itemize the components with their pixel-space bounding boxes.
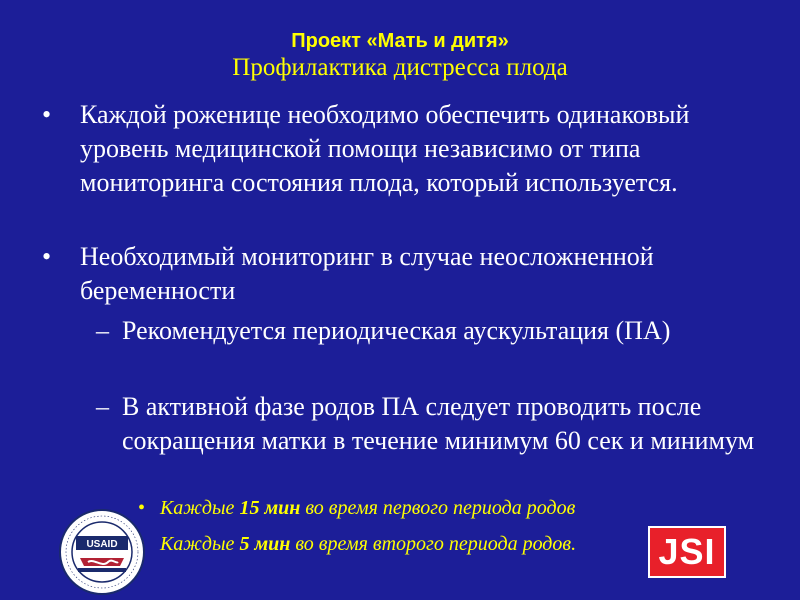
bullet-item <box>42 240 770 308</box>
bullet-mark: • <box>42 100 52 129</box>
interval-value: 15 мин <box>239 497 301 519</box>
bullet-text: Каждой роженице необходимо обеспечить одинаковый уровень медицинской помощи независимо от типа мониторинга состояния плода, который используется. <box>80 100 690 197</box>
slide-title: Профилактика дистресса плода <box>232 54 568 81</box>
sub-bullet-text: Рекомендуется периодическая аускультация (ПА) <box>122 316 671 345</box>
interval-prefix: Каждые <box>160 497 240 519</box>
sub-bullet-text: В активной фазе родов ПА следует проводить после сокращения матки в течение минимум 60 сек и минимум <box>122 392 755 455</box>
bullet-mark: • <box>138 497 146 519</box>
jsi-logo: JSI <box>648 526 726 578</box>
interval-value: 5 мин <box>239 533 291 555</box>
project-title: Проект «Мать и дитя» <box>291 30 509 52</box>
usaid-seal-logo <box>58 508 146 596</box>
dash-mark: – <box>96 316 109 345</box>
bullet-item <box>42 98 770 200</box>
bullet-mark: • <box>42 242 52 271</box>
interval-prefix: Каждые <box>160 533 240 555</box>
bullet-text: Необходимый мониторинг в случае неосложненной беременности <box>80 242 654 305</box>
sub-bullet-item <box>96 390 762 458</box>
usaid-label: USAID <box>86 539 118 550</box>
dash-mark: – <box>96 392 109 421</box>
interval-item <box>138 494 780 522</box>
sub-bullet-item <box>96 314 762 348</box>
interval-suffix: во время второго периода родов. <box>290 533 577 555</box>
interval-suffix: во время первого периода родов <box>300 497 576 519</box>
